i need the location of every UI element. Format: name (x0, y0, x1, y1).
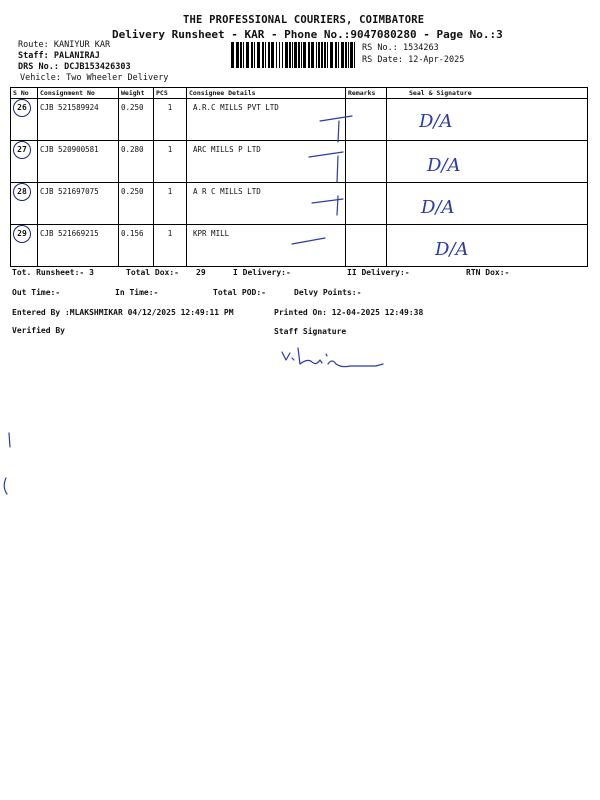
col-weight: Weight (119, 88, 154, 99)
staff-signature-label: Staff Signature (274, 327, 347, 336)
staff-label: Staff: (18, 51, 49, 61)
weight-cell: 0.156 (119, 225, 154, 267)
company-title: THE PROFESSIONAL COURIERS, COIMBATORE (183, 14, 425, 26)
drs-label: DRS No.: (18, 62, 59, 72)
consignee-cell: KPR MILL (187, 225, 346, 267)
rs-date-line (362, 55, 464, 65)
rs-date-label: RS Date: (362, 55, 403, 65)
i-delivery: I Delivery:- (233, 268, 291, 277)
barcode-bar (303, 42, 306, 68)
delvy-points: Delvy Points:- (294, 288, 362, 297)
pen-stroke (9, 433, 10, 447)
remarks-cell (346, 183, 387, 225)
weight-cell: 0.250 (119, 183, 154, 225)
barcode-bar (276, 42, 277, 68)
barcode-bar (282, 42, 283, 68)
col-pcs: PCS (154, 88, 187, 99)
ii-delivery: II Delivery:- (347, 268, 410, 277)
remarks-cell (346, 141, 387, 183)
remarks-cell (346, 99, 387, 141)
seal-cell (387, 225, 588, 267)
barcode-bar (279, 42, 280, 68)
staff-line (18, 51, 100, 61)
barcode-bar (231, 42, 234, 68)
sno-cell (11, 183, 38, 225)
barcode-bar (350, 42, 353, 68)
consignment-cell: CJB 521697075 (38, 183, 119, 225)
rs-no-line (362, 43, 439, 53)
drs-line (18, 62, 131, 72)
col-consignee: Consignee Details (187, 88, 346, 99)
barcode-bar (318, 42, 320, 68)
seal-cell (387, 141, 588, 183)
route-line (18, 40, 110, 50)
seal-handwritten: D/A (421, 197, 455, 218)
seal-handwritten: D/A (427, 155, 461, 176)
barcode-bar (308, 42, 310, 68)
consignment-cell: CJB 521589924 (38, 99, 119, 141)
rs-no-label: RS No.: (362, 43, 398, 53)
in-time: In Time:- (115, 288, 159, 297)
pcs-cell: 1 (154, 141, 187, 183)
col-consignment: Consignment No (38, 88, 119, 99)
barcode-bar (316, 42, 317, 68)
rs-no-value: 1534263 (402, 43, 439, 53)
barcode-bar (289, 42, 291, 68)
barcode-bar (301, 42, 302, 68)
barcode-bar (335, 42, 337, 68)
weight-cell: 0.280 (119, 141, 154, 183)
runsheet-subtitle: Delivery Runsheet - KAR - Phone No.:9047080280 - Page No.:3 (112, 28, 503, 41)
sno-circled: 27 (13, 141, 31, 159)
barcode-bar (324, 42, 326, 68)
barcode-bar (354, 42, 355, 68)
barcode-bar (246, 42, 249, 68)
total-dox-value: 29 (196, 268, 206, 277)
seal-cell (387, 183, 588, 225)
table-row (11, 99, 588, 141)
seal-handwritten: D/A (435, 239, 469, 260)
table-header-row (11, 88, 588, 99)
consignee-cell: A.R.C MILLS PVT LTD (187, 99, 346, 141)
printed-on: Printed On: 12-04-2025 12:49:38 (274, 308, 424, 317)
sno-circled: 28 (13, 183, 31, 201)
col-seal: Seal & Signature (387, 88, 588, 99)
barcode-bar (271, 42, 274, 68)
rtn-dox: RTN Dox:- (466, 268, 510, 277)
barcode-bar (285, 42, 288, 68)
barcode-bar (327, 42, 328, 68)
route-label: Route: (18, 40, 49, 50)
total-dox-label: Total Dox:- (126, 268, 179, 277)
barcode-bar (298, 42, 300, 68)
weight-cell: 0.250 (119, 99, 154, 141)
consignee-cell: ARC MILLS P LTD (187, 141, 346, 183)
col-sno: S No (11, 88, 38, 99)
barcode-bar (321, 42, 323, 68)
barcode-bar (240, 42, 242, 68)
barcode-bar (254, 42, 255, 68)
runsheet-table (10, 87, 588, 267)
table-row (11, 183, 588, 225)
barcode-bar (338, 42, 339, 68)
pcs-cell: 1 (154, 183, 187, 225)
seal-cell (387, 99, 588, 141)
barcode-bar (294, 42, 297, 68)
vehicle-line (20, 73, 168, 83)
total-pod: Total POD:- (213, 288, 266, 297)
barcode-bar (243, 42, 244, 68)
staff-value: PALANIRAJ (53, 51, 100, 61)
consignment-cell: CJB 521669215 (38, 225, 119, 267)
remarks-cell (346, 225, 387, 267)
rs-date-value: 12-Apr-2025 (408, 55, 465, 65)
sno-circled: 29 (13, 225, 31, 243)
drs-value: DCJB153426303 (64, 62, 131, 72)
out-time: Out Time:- (12, 288, 61, 297)
sno-cell (11, 225, 38, 267)
pcs-cell: 1 (154, 225, 187, 267)
barcode-bar (348, 42, 349, 68)
barcode-bar (341, 42, 344, 68)
pen-stroke (4, 478, 7, 494)
staff-signature-scribble (278, 344, 388, 372)
pcs-cell: 1 (154, 99, 187, 141)
barcode-bar (345, 42, 347, 68)
sno-cell (11, 141, 38, 183)
vehicle-label: Vehicle: (20, 73, 61, 83)
consignee-cell: A R C MILLS LTD (187, 183, 346, 225)
col-remarks: Remarks (346, 88, 387, 99)
barcode-bar (292, 42, 293, 68)
seal-handwritten: D/A (419, 111, 453, 132)
route-value: KANIYUR KAR (53, 40, 111, 50)
table-row (11, 141, 588, 183)
barcode-bar (236, 42, 239, 68)
barcode-bar (311, 42, 314, 68)
barcode-bar (265, 42, 266, 68)
barcode-bar (330, 42, 333, 68)
vehicle-value: Two Wheeler Delivery (66, 73, 169, 83)
barcode-bar (251, 42, 253, 68)
barcode-bar (257, 42, 260, 68)
barcode-bar (262, 42, 264, 68)
sno-circled: 26 (13, 99, 31, 117)
entered-by: Entered By :MLAKSHMIKAR 04/12/2025 12:49:11 PM (12, 308, 234, 317)
verified-by: Verified By (12, 326, 65, 335)
consignment-cell: CJB 520900581 (38, 141, 119, 183)
barcode-bar (268, 42, 270, 68)
tot-runsheet: Tot. Runsheet:- 3 (12, 268, 94, 277)
sno-cell (11, 99, 38, 141)
barcode-image (230, 42, 358, 68)
table-row (11, 225, 588, 267)
